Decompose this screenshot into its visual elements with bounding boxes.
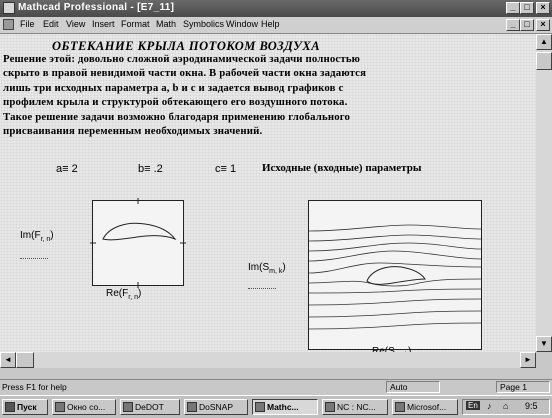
paragraph-line: профилем крыла и структурой обтекающего его воздушного потока. (3, 96, 348, 109)
menu-insert[interactable]: Insert (92, 19, 115, 29)
paragraph-line: лишь три исходных параметра a, b и c и задается вывод графиков с (3, 81, 344, 94)
param-a[interactable]: a≡ 2 (56, 163, 78, 175)
wing-profile-curve (103, 223, 175, 240)
window-title: Mathcad Professional - [E7_11] (18, 2, 175, 13)
menu-edit[interactable]: Edit (43, 19, 59, 29)
paragraph-line: скрыто в правой невидимой части окна. В рабочей части окна задаются (3, 67, 367, 80)
arrow-down-icon: ▼ (540, 339, 548, 348)
close-button[interactable]: × (536, 2, 550, 14)
worksheet-heading: ОБТЕКАНИЕ КРЫЛА ПОТОКОМ ВОЗДУХА (52, 39, 321, 53)
system-tray (462, 399, 550, 415)
scroll-left-button[interactable] (0, 352, 16, 368)
mathcad-app-icon[interactable] (3, 2, 15, 14)
wing-in-flow (367, 267, 425, 285)
paragraph-line: присваивания переменным необходимых значений. (3, 125, 263, 138)
menu-format[interactable]: Format (121, 19, 150, 29)
taskbar-item[interactable]: NC : NC... (322, 399, 388, 415)
title-bar[interactable] (0, 0, 552, 17)
status-page: Page 1 (496, 381, 550, 393)
windows-logo-icon (5, 402, 15, 412)
plot1-xlabel: $Re(F_{r, n})$ (106, 288, 142, 301)
scroll-corner (536, 352, 552, 368)
arrow-left-icon: ◄ (4, 355, 12, 364)
worksheet[interactable] (0, 34, 536, 352)
vertical-scroll-thumb[interactable] (536, 52, 552, 70)
menu-math[interactable]: Math (156, 19, 177, 29)
taskbar-item-mathcad[interactable]: Mathc... (252, 399, 318, 415)
window-icon (123, 402, 133, 412)
flow-streamlines-plot[interactable] (308, 200, 482, 350)
menu-window[interactable]: Window (226, 19, 259, 29)
description-paragraph (3, 52, 531, 138)
scroll-up-button[interactable] (536, 34, 552, 50)
network-icon[interactable]: ⌂ (503, 401, 509, 411)
window-icon (187, 402, 197, 412)
vertical-scrollbar[interactable] (536, 34, 552, 352)
mathcad-icon (255, 402, 265, 412)
wing-profile-plot[interactable] (92, 200, 184, 286)
maximize-button[interactable]: □ (520, 2, 534, 14)
status-mode: Auto (386, 381, 440, 393)
params-title: Исходные (входные) параметры (262, 162, 422, 174)
status-help-text: Press F1 for help (2, 382, 67, 392)
streamlines-svg (309, 201, 481, 349)
taskbar-item[interactable]: DoSNAP (184, 399, 248, 415)
arrow-right-icon: ► (524, 355, 532, 364)
window-icon (395, 402, 405, 412)
menu-bar (0, 17, 552, 34)
param-b[interactable]: b≡ .2 (138, 163, 163, 175)
menu-symbolics[interactable]: Symbolics (183, 19, 225, 29)
param-c[interactable]: c≡ 1 (215, 163, 237, 175)
menu-help[interactable]: Help (261, 19, 280, 29)
doc-restore-button[interactable]: □ (520, 19, 534, 31)
status-bar (0, 379, 552, 395)
window-icon (55, 402, 65, 412)
doc-close-button[interactable]: × (536, 19, 550, 31)
taskbar-item[interactable]: DeDOT (120, 399, 180, 415)
minimize-button[interactable]: _ (506, 2, 520, 14)
taskbar (0, 395, 552, 418)
paragraph-line: Такое решение задачи возможно благодаря применению глобального (3, 110, 351, 123)
window-bottom-edge (0, 368, 552, 379)
scroll-down-button[interactable] (536, 336, 552, 352)
horizontal-scrollbar[interactable] (0, 352, 536, 368)
paragraph-line: Решение этой: довольно сложной аэродинамической задачи полностью (3, 53, 361, 65)
language-indicator[interactable]: En (468, 401, 478, 410)
scroll-right-button[interactable] (520, 352, 536, 368)
menu-view[interactable]: View (66, 19, 86, 29)
plot1-ylabel-underline (20, 258, 48, 259)
taskbar-item[interactable]: Microsof... (392, 399, 458, 415)
arrow-up-icon: ▲ (540, 37, 548, 46)
wing-profile-svg (93, 201, 183, 285)
document-icon[interactable] (3, 19, 14, 30)
taskbar-item[interactable]: Окно со... (52, 399, 116, 415)
plot2-ylabel-underline (248, 288, 276, 289)
plot2-ylabel: $Im(S_{m, k})$ (248, 262, 286, 275)
horizontal-scroll-thumb[interactable] (16, 352, 34, 368)
speaker-icon[interactable]: ♪ (487, 401, 492, 411)
doc-minimize-button[interactable]: _ (506, 19, 520, 31)
window-icon (325, 402, 335, 412)
menu-file[interactable]: File (20, 19, 35, 29)
clock[interactable]: 9:5 (525, 401, 538, 411)
start-button[interactable]: Пуск (2, 399, 48, 415)
plot1-ylabel: $Im(F_{r, n})$ (20, 230, 54, 243)
